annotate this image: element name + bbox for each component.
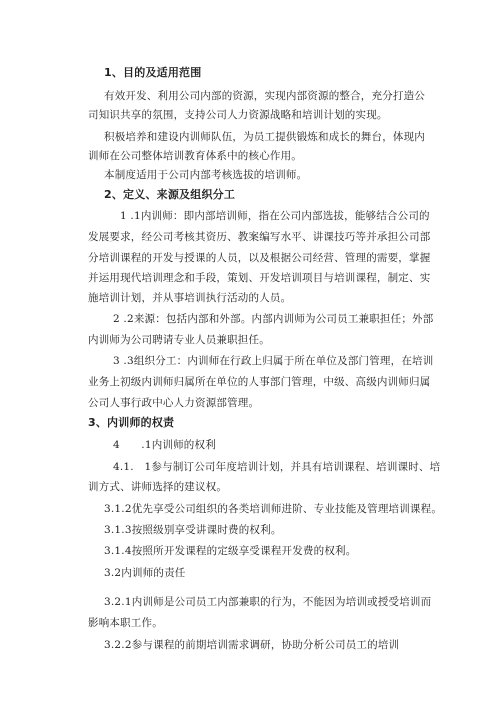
paragraph-line: 本制度适用于公司内部考核选拔的培训师。 xyxy=(104,169,308,181)
paragraph-line: 训方式、讲师选择的建议权。 xyxy=(88,481,228,493)
paragraph-line: 3 .3组织分工：内训师在行政上归属于所在单位及部门管理，在培训 xyxy=(113,355,434,367)
paragraph-line: 3.2.2参与课程的前期培训需求调研，协助分析公司员工的培训 xyxy=(104,639,400,651)
paragraph-line: 发展要求，经公司考核其资历、教案编写水平、讲课技巧等并承担公司部 xyxy=(88,231,431,243)
paragraph-line: 积极培养和建设内训师队伍，为员工提供锻炼和成长的舞台，体现内 xyxy=(104,131,425,143)
paragraph-line: 有效开发、利用公司内部的资源，实现内部资源的整合，充分打造公 xyxy=(104,90,425,102)
paragraph-line: 施培训计划，并从事培训执行活动的人员。 xyxy=(88,292,292,304)
paragraph-line: 4.1. 1参与制订公司年度培训计划，并具有培训课程、培训课时、培 xyxy=(113,461,441,473)
section-heading-3: 3、内训师的权责 xyxy=(88,416,175,429)
subsection-heading: 4 .1内训师的权利 xyxy=(113,439,216,451)
paragraph-line: 业务上初级内训师归属所在单位的人事部门管理，中级、高级内训师归属 xyxy=(88,376,431,388)
paragraph-line: 影响本职工作。 xyxy=(88,617,163,629)
paragraph-line: 司知识共享的氛围，支持公司人力资源战略和培训计划的实现。 xyxy=(88,109,388,121)
paragraph-line: 1 .1内训师：即内部培训师，指在公司内部选拔，能够结合公司的 xyxy=(120,210,430,222)
paragraph-line: 3.1.4按照所开发课程的定级享受课程开发费的权利。 xyxy=(104,545,357,557)
paragraph-line: 训师在公司整体培训教育体系中的核心作用。 xyxy=(88,150,302,162)
paragraph-line: 3.1.2优先享受公司组织的各类培训师进阶、专业技能及管理培训课程。 xyxy=(104,503,443,515)
paragraph-line: 内训师为公司聘请专业人员兼职担任。 xyxy=(88,334,270,346)
paragraph-line: 公司人事行政中心人力资源部管理。 xyxy=(88,397,260,409)
paragraph-line: 并运用现代培训理念和手段，策划、开发培训项目与培训课程，制定、实 xyxy=(88,272,431,284)
paragraph-line: 3.2.1内训师是公司员工内部兼职的行为，不能因为培训或授受培训而 xyxy=(104,596,432,608)
paragraph-line: 分培训课程的开发与授课的人员，以及根据公司经营、管理的需要，掌握 xyxy=(88,252,431,264)
section-heading-1: 1、目的及适用范围 xyxy=(104,66,202,79)
subsection-heading: 3.2内训师的责任 xyxy=(104,567,186,579)
paragraph-line: 2 .2来源：包括内部和外部。内部内训师为公司员工兼职担任；外部 xyxy=(113,313,434,325)
paragraph-line: 3.1.3按照级别享受讲课时费的权利。 xyxy=(104,524,282,536)
section-heading-2: 2、定义、来源及组织分工 xyxy=(104,188,236,201)
